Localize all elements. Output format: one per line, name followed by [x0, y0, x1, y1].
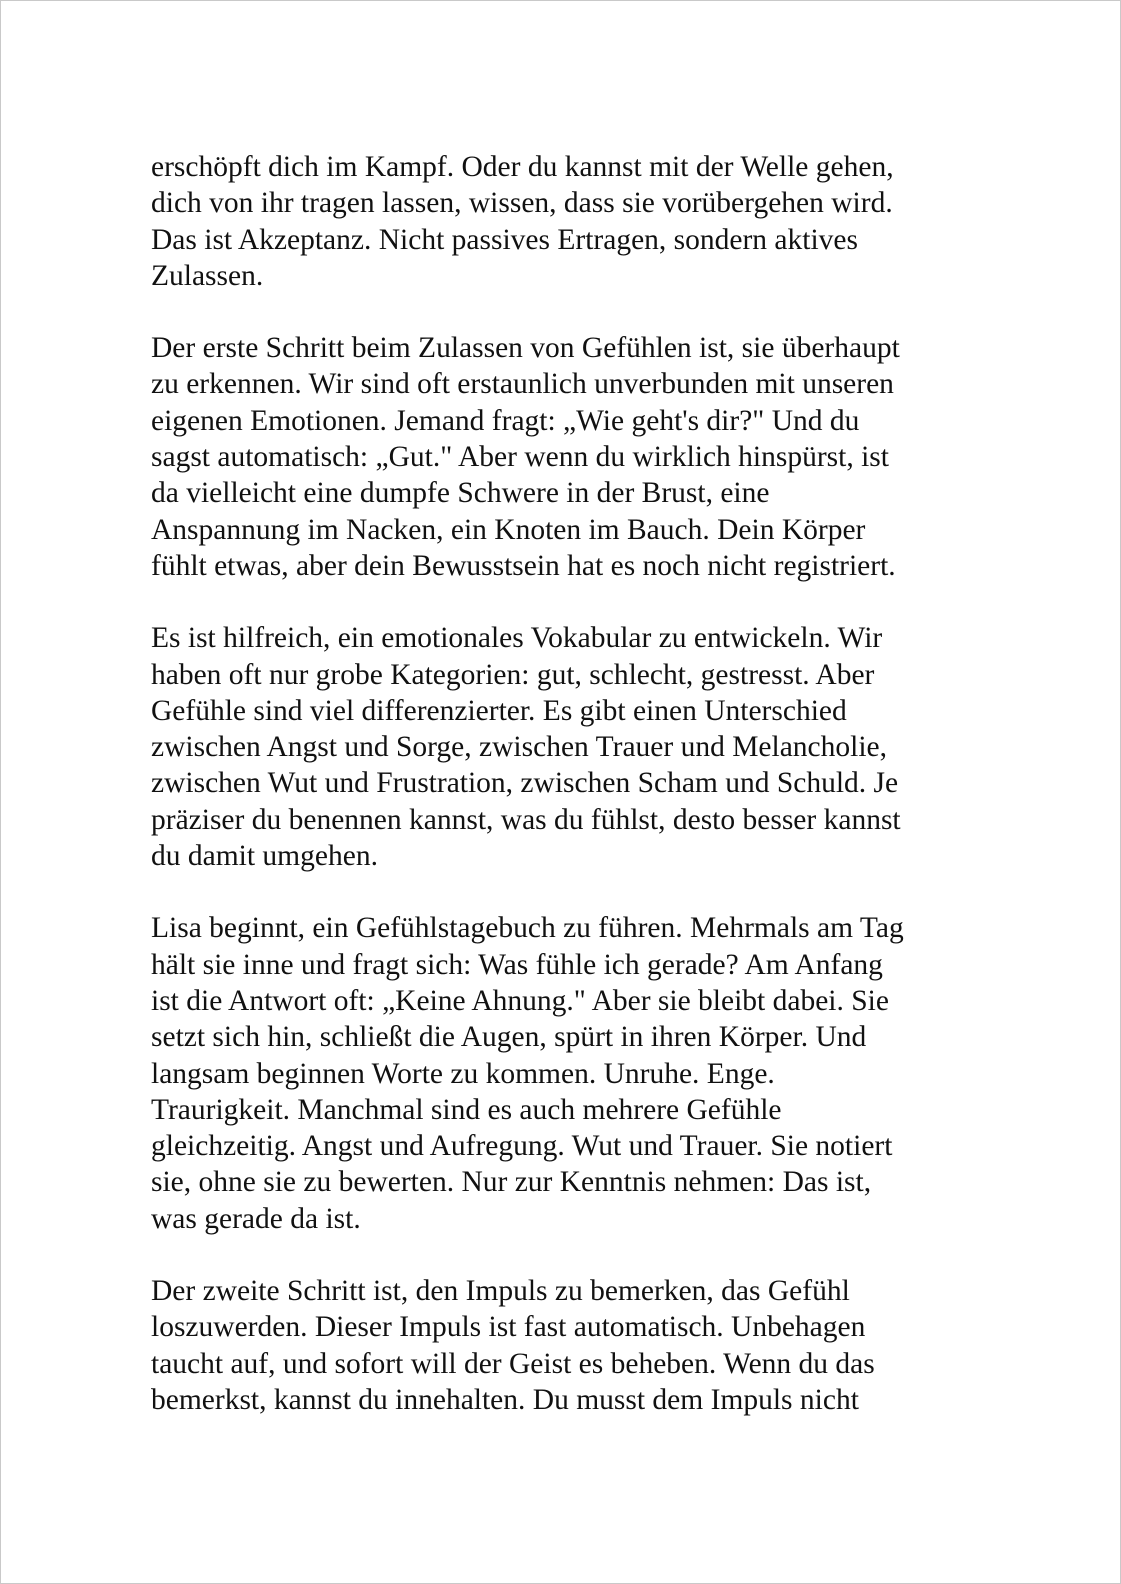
paragraph-4: Lisa beginnt, ein Gefühlstagebuch zu führen. Mehrmals am Tag hält sie inne und fragt sich: Was fühle ich gerade? Am Anfang ist die Antwort oft: „Keine Ahnung." Aber sie bleibt dabei. Sie setzt sich hin, schließt die Augen, spürt in ihren Körper. Und langsam beginnen Worte zu kommen. Unruhe. Enge. Traurigkeit. Manchmal sind es auch mehrere Gefühle gleichzeitig. Angst und Aufregung. Wut und Trauer. Sie notiert sie, ohne sie zu bewerten. Nur zur Kenntnis nehmen: Das ist, was gerade da ist.	[151, 912, 904, 1235]
page-body-text	[151, 149, 981, 1454]
paragraph-2: Der erste Schritt beim Zulassen von Gefühlen ist, sie überhaupt zu erkennen. Wir sind oft erstaunlich unverbunden mit unseren eigenen Emotionen. Jemand fragt: „Wie geht's dir?" Und du sagst automatisch: „Gut." Aber wenn du wirklich hinspürst, ist da vielleicht eine dumpfe Schwere in der Brust, eine Anspannung im Nacken, ein Knoten im Bauch. Dein Körper fühlt etwas, aber dein Bewusstsein hat es noch nicht registriert.	[151, 332, 900, 582]
paragraph-3: Es ist hilfreich, ein emotionales Vokabular zu entwickeln. Wir haben oft nur grobe Kategorien: gut, schlecht, gestresst. Aber Gefühle sind viel differenzierter. Es gibt einen Unterschied zwischen Angst und Sorge, zwischen Trauer und Melancholie, zwischen Wut und Frustration, zwischen Scham und Schuld. Je präziser du benennen kannst, was du fühlst, desto besser kannst du damit umgehen.	[151, 622, 901, 873]
paragraph-1: erschöpft dich im Kampf. Oder du kannst mit der Welle gehen, dich von ihr tragen lassen, wissen, dass sie vorübergehen wird. Das ist Akzeptanz. Nicht passives Ertragen, sondern aktives Zulassen.	[151, 151, 894, 292]
paragraph-5: Der zweite Schritt ist, den Impuls zu bemerken, das Gefühl loszuwerden. Dieser Impuls ist fast automatisch. Unbehagen taucht auf, und sofort will der Geist es beheben. Wenn du das bemerkst, kannst du innehalten. Du musst dem Impuls nicht	[151, 1275, 875, 1416]
